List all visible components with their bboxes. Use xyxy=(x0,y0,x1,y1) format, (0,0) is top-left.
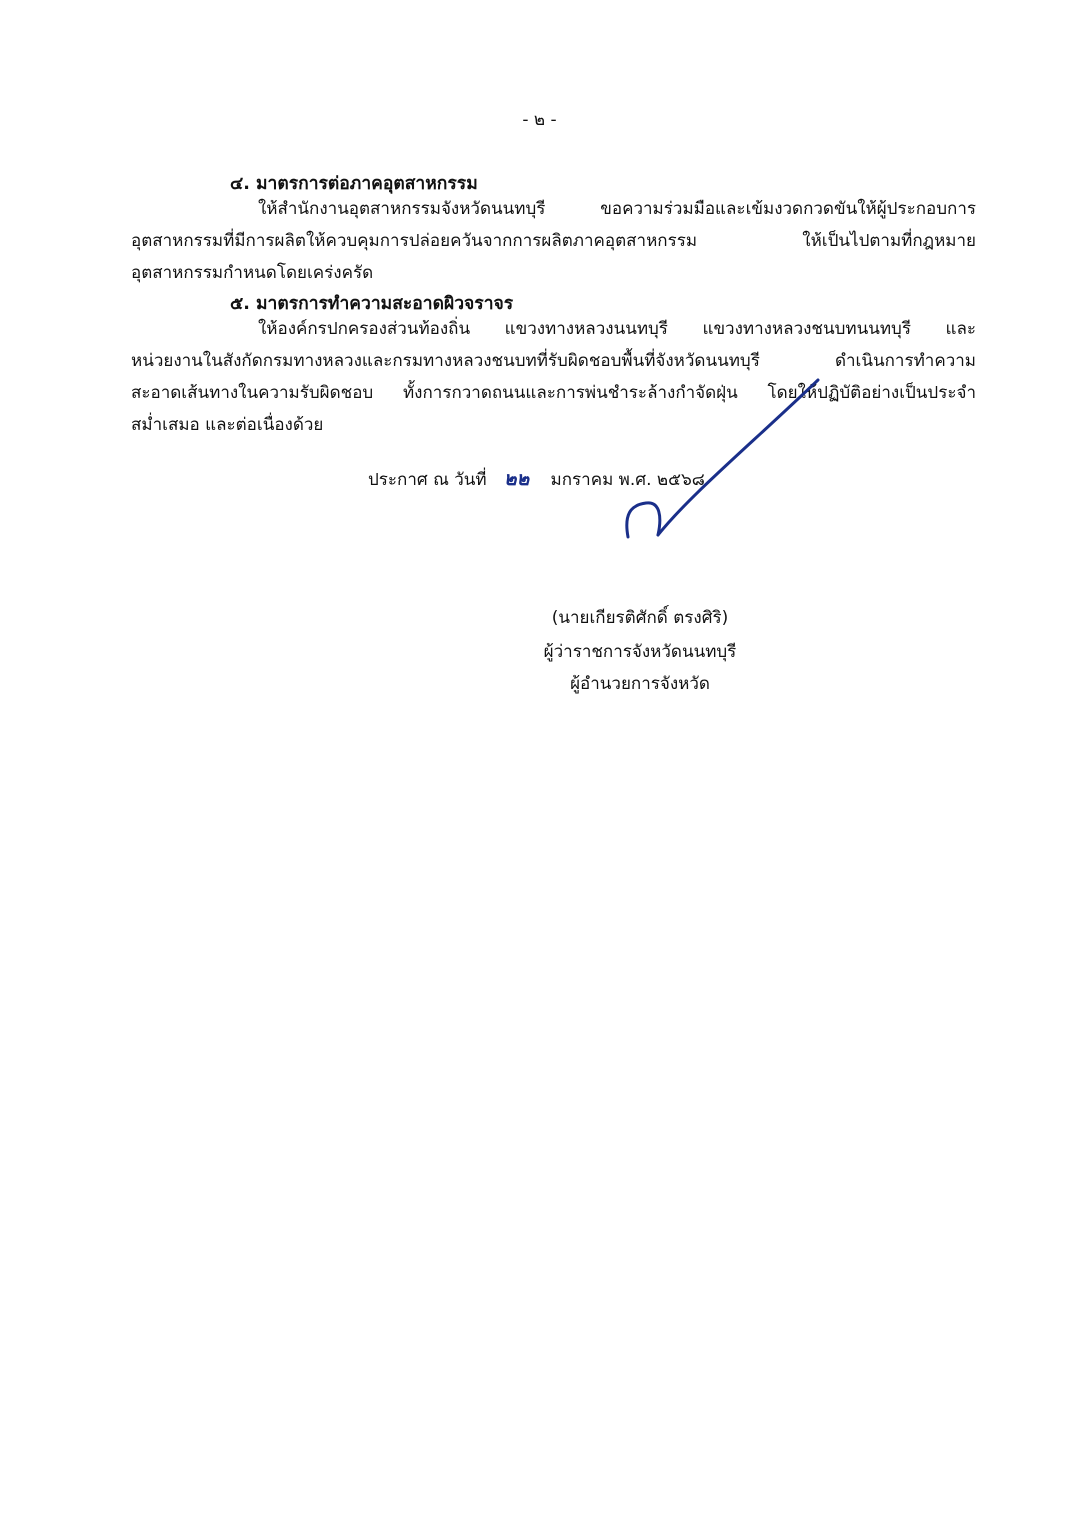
section-4-paragraph xyxy=(131,193,976,289)
signatory-position: ผู้ว่าราชการจังหวัดนนทบุรี xyxy=(543,642,737,662)
section-5-line: สม่ำเสมอ และต่อเนื่องด้วย xyxy=(131,415,324,435)
page-number: - ๒ - xyxy=(522,110,557,130)
announcement-prefix: ประกาศ ณ วันที่ xyxy=(368,470,487,490)
section-4-line: ให้สำนักงานอุตสาหกรรมจังหวัดนนทบุรี ขอความร่วมมือและเข้มงวดกวดขันให้ผู้ประกอบการ xyxy=(258,199,976,219)
section-5-line: ให้องค์กรปกครองส่วนท้องถิ่น แขวงทางหลวงนนทบุรี แขวงทางหลวงชนบทนนทบุรี และ xyxy=(258,319,976,339)
section-4-line: อุตสาหกรรมที่มีการผลิตให้ควบคุมการปล่อยควันจากการผลิตภาคอุตสาหกรรม ให้เป็นไปตามที่กฎหมาย xyxy=(131,231,976,251)
section-5-line: สะอาดเส้นทางในความรับผิดชอบ ทั้งการกวาดถนนและการพ่นชำระล้างกำจัดฝุ่น โดยให้ปฏิบัติอย่างเป็นประจำ xyxy=(131,383,976,403)
section-5-line: หน่วยงานในสังกัดกรมทางหลวงและกรมทางหลวงชนบทที่รับผิดชอบพื้นที่จังหวัดนนทบุรี ดำเนินการทำความ xyxy=(131,351,976,371)
signatory-role: ผู้อำนวยการจังหวัด xyxy=(570,674,710,694)
section-5-heading: ๕. มาตรการทำความสะอาดผิวจราจร xyxy=(230,294,514,314)
section-4-line: อุตสาหกรรมกำหนดโดยเคร่งครัด xyxy=(131,263,374,283)
section-4-heading: ๔. มาตรการต่อภาคอุตสาหกรรม xyxy=(230,174,478,194)
announcement-day: ๒๒ xyxy=(504,468,530,490)
signatory-name: (นายเกียรติศักดิ์ ตรงศิริ) xyxy=(551,608,729,628)
announcement-month-year: มกราคม พ.ศ. ๒๕๖๘ xyxy=(550,470,705,490)
section-5-paragraph xyxy=(131,313,976,441)
handwritten-signature xyxy=(600,375,830,550)
